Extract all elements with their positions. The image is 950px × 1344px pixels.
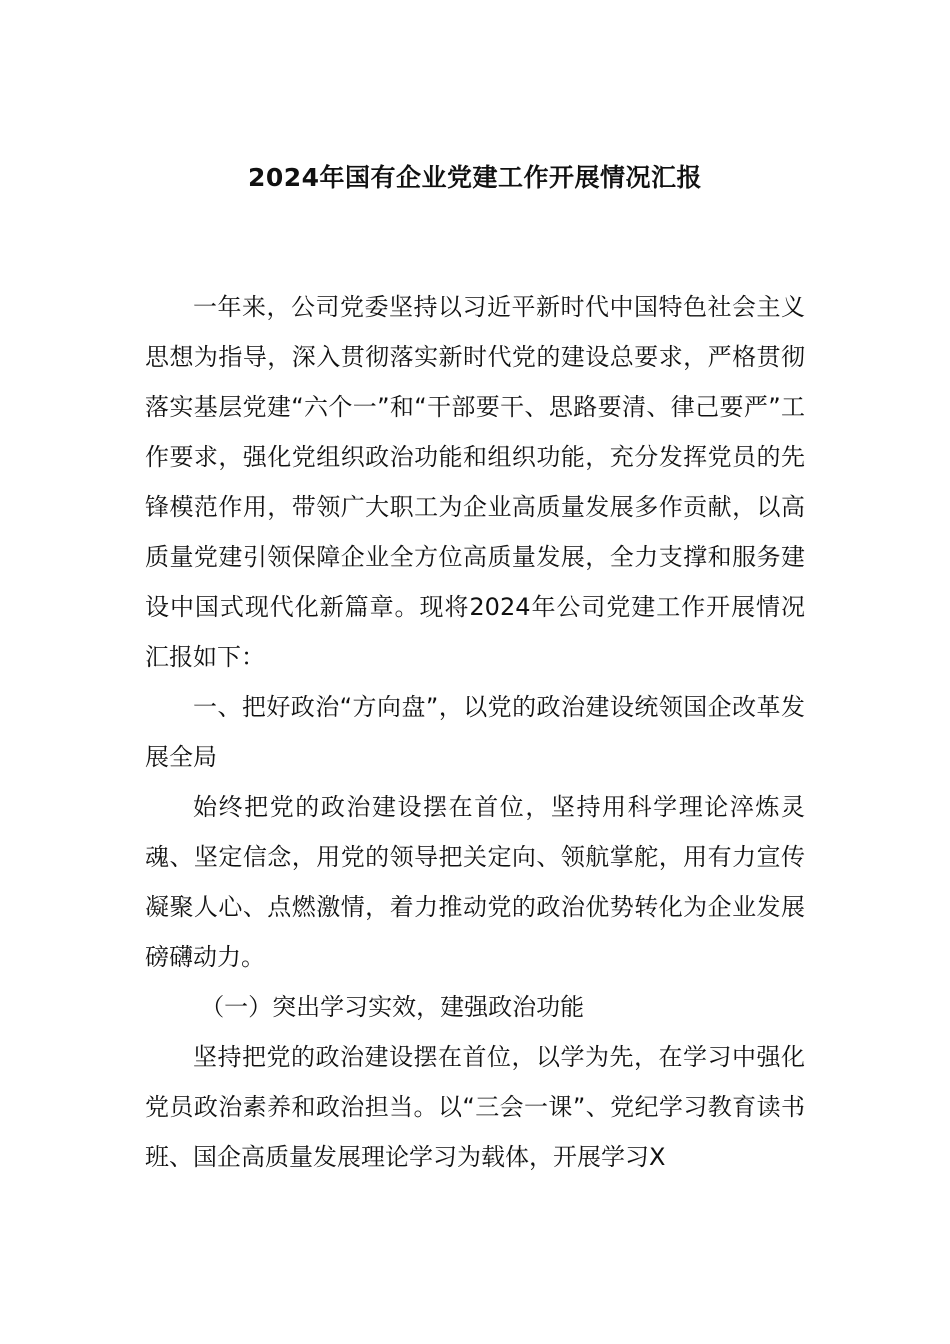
document-title: 2024年国有企业党建工作开展情况汇报: [247, 163, 703, 192]
intro-paragraph: 一年来，公司党委坚持以习近平新时代中国特色社会主义思想为指导，深入贯彻落实新时代党的建设总要求，严格贯彻落实基层党建“六个一”和“干部要干、思路要清、律己要严”工作要求，强化党组织政治功能和组织功能，充分发挥党员的先锋模范作用，带领广大职工为企业高质量发展多作贡献，以高质量党建引领保障企业全方位高质量发展，全力支撑和服务建设中国式现代化新篇章。现将2024年公司党建工作开展情况汇报如下：: [145, 293, 805, 671]
document-body: [145, 282, 805, 1182]
section-paragraph-1: 始终把党的政治建设摆在首位，坚持用科学理论淬炼灵魂、坚定信念，用党的领导把关定向、领航掌舵，用有力宣传凝聚人心、点燃激情，着力推动党的政治优势转化为企业发展磅礴动力。: [145, 793, 805, 971]
subsection-paragraph-1: 坚持把党的政治建设摆在首位，以学为先，在学习中强化党员政治素养和政治担当。以“三会一课”、党纪学习教育读书班、国企高质量发展理论学习为载体，开展学习X: [145, 1043, 805, 1171]
section-heading-1: 一、把好政治“方向盘”，以党的政治建设统领国企改革发展全局: [145, 693, 805, 771]
subsection-heading-1: （一）突出学习实效，建强政治功能: [200, 993, 585, 1021]
